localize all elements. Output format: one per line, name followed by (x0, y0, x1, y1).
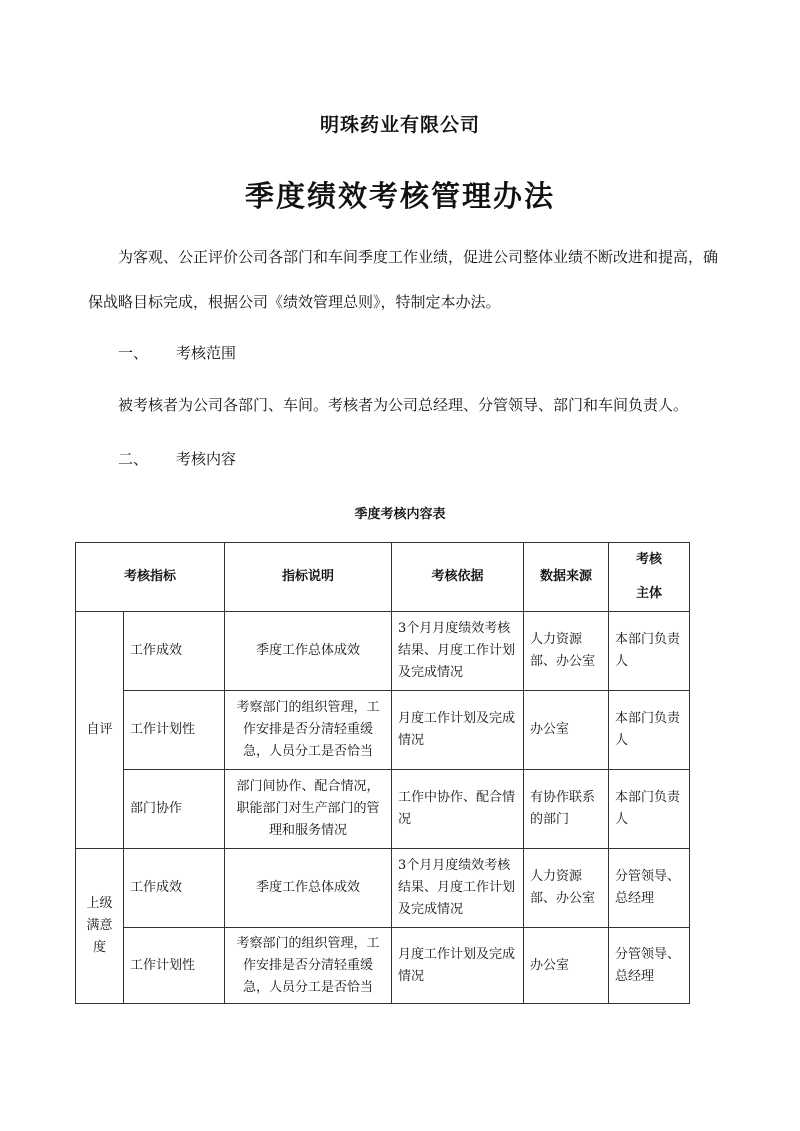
group-label-line3: 度 (92, 940, 106, 955)
scope-paragraph: 被考核者为公司各部门、车间。考核者为公司总经理、分管领导、部门和车间负责人。 (118, 396, 689, 414)
section-number: 一、 (118, 344, 149, 362)
cell-basis: 3个月月度绩效考核结果、月度工作计划及完成情况 (392, 849, 524, 928)
cell-description: 考察部门的组织管理，工作安排是否分清轻重缓急，人员分工是否恰当 (225, 691, 392, 770)
cell-description: 季度工作总体成效 (225, 849, 392, 928)
table-row (76, 928, 690, 1004)
group-label-line1: 上级 (86, 896, 113, 911)
header-basis: 考核依据 (392, 543, 524, 612)
cell-source: 办公室 (524, 691, 609, 770)
cell-source: 人力资源部、办公室 (524, 612, 609, 691)
table-row (76, 612, 690, 691)
header-source: 数据来源 (524, 543, 609, 612)
cell-subject: 本部门负责人 (609, 612, 690, 691)
header-indicator: 考核指标 (76, 543, 225, 612)
header-subject (609, 543, 690, 612)
cell-subject: 本部门负责人 (609, 691, 690, 770)
header-description: 指标说明 (225, 543, 392, 612)
cell-basis: 月度工作计划及完成情况 (392, 691, 524, 770)
cell-subject: 本部门负责人 (609, 770, 690, 849)
cell-description: 季度工作总体成效 (225, 612, 392, 691)
cell-indicator: 部门协作 (124, 770, 225, 849)
cell-basis: 3个月月度绩效考核结果、月度工作计划及完成情况 (392, 612, 524, 691)
cell-indicator: 工作计划性 (124, 928, 225, 1004)
table-caption: 季度考核内容表 (354, 507, 446, 522)
cell-source: 人力资源部、办公室 (524, 849, 609, 928)
cell-description: 考察部门的组织管理，工作安排是否分清轻重缓急，人员分工是否恰当 (225, 928, 392, 1004)
cell-source: 办公室 (524, 928, 609, 1004)
table-header-row (76, 543, 690, 612)
assessment-table (75, 542, 690, 1004)
cell-indicator: 工作成效 (124, 849, 225, 928)
group-superior-satisfaction (76, 849, 124, 1004)
cell-indicator: 工作成效 (124, 612, 225, 691)
table-row (76, 770, 690, 849)
section-title-scope: 考核范围 (176, 344, 237, 362)
group-label-line2: 满意 (86, 918, 113, 933)
table-row (76, 849, 690, 928)
intro-paragraph: 为客观、公正评价公司各部门和车间季度工作业绩，促进公司整体业绩不断改进和提高，确保战略目标完成，根据公司《绩效管理总则》，特制定本办法。 (88, 248, 719, 311)
cell-basis: 月度工作计划及完成情况 (392, 928, 524, 1004)
cell-source: 有协作联系的部门 (524, 770, 609, 849)
company-name: 明珠药业有限公司 (319, 114, 480, 136)
group-self-assessment: 自评 (76, 612, 124, 849)
header-subject-line1: 考核 (636, 552, 663, 567)
cell-description: 部门间协作、配合情况，职能部门对生产部门的管理和服务情况 (225, 770, 392, 849)
section-number: 二、 (118, 450, 149, 468)
cell-indicator: 工作计划性 (124, 691, 225, 770)
cell-subject: 分管领导、总经理 (609, 928, 690, 1004)
cell-basis: 工作中协作、配合情况 (392, 770, 524, 849)
document-title: 季度绩效考核管理办法 (244, 179, 555, 213)
section-title-content: 考核内容 (176, 450, 237, 468)
cell-subject: 分管领导、总经理 (609, 849, 690, 928)
header-subject-line2: 主体 (636, 586, 663, 601)
table-row (76, 691, 690, 770)
